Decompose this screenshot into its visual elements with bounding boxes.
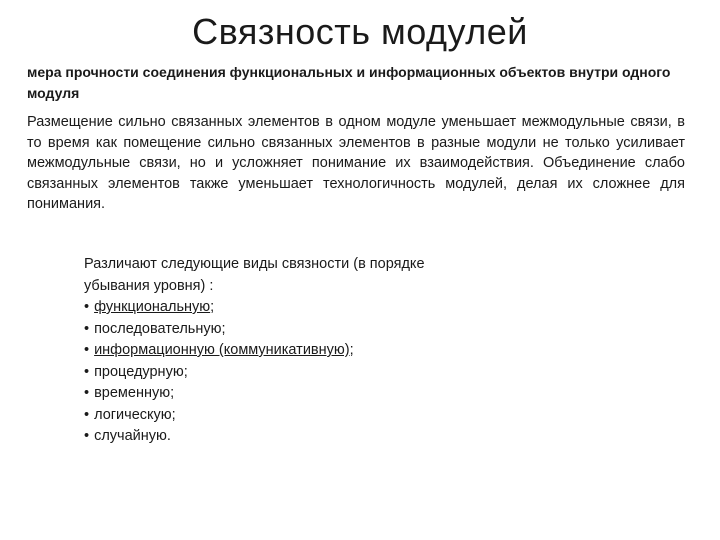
list-item: [84, 362, 444, 384]
bullet-icon: •: [84, 406, 90, 423]
list-item: [84, 383, 444, 405]
body-paragraph: Размещение сильно связанных элементов в одном модуле уменьшает межмодульные связи, в то время как помещение сильно связанных элементов в разные модули не только усиливает межмодульные связи, но и усложняет понимание их взаимодействия. Объединение слабо связанных элементов также уменьшает технологичность модулей, делая их сложнее для понимания.: [27, 114, 685, 212]
bullet-icon: •: [84, 428, 90, 444]
bullet-icon: •: [84, 342, 90, 358]
list-item-suffix: ;: [210, 299, 215, 315]
list-item-label: функциональную: [94, 299, 211, 315]
types-intro: Различают следующие виды связности (в порядке убывания уровня) :: [84, 256, 425, 294]
list-item-label: временную;: [94, 385, 175, 401]
list-item: [84, 340, 444, 362]
slide-title: Связность модулей: [192, 11, 528, 52]
cohesion-types-block: [84, 254, 444, 448]
bullet-icon: •: [84, 385, 90, 401]
list-item-label: процедурную;: [94, 363, 188, 380]
list-item-label: случайную.: [94, 428, 171, 444]
list-item-label: информационную (коммуникативную): [94, 342, 350, 358]
list-item: [84, 426, 444, 448]
list-item-label: последовательную;: [94, 320, 226, 337]
definition-text: мера прочности соединения функциональных и информационных объектов внутри одного модуля: [27, 64, 671, 101]
list-item: [84, 319, 444, 341]
list-item-suffix: ;: [349, 342, 354, 358]
list-item: [84, 405, 444, 427]
list-item-label: логическую;: [94, 406, 176, 423]
bullet-icon: •: [84, 320, 90, 337]
list-item: [84, 297, 444, 319]
cohesion-types-list: [84, 297, 444, 448]
bullet-icon: •: [84, 363, 90, 380]
bullet-icon: •: [84, 299, 90, 315]
